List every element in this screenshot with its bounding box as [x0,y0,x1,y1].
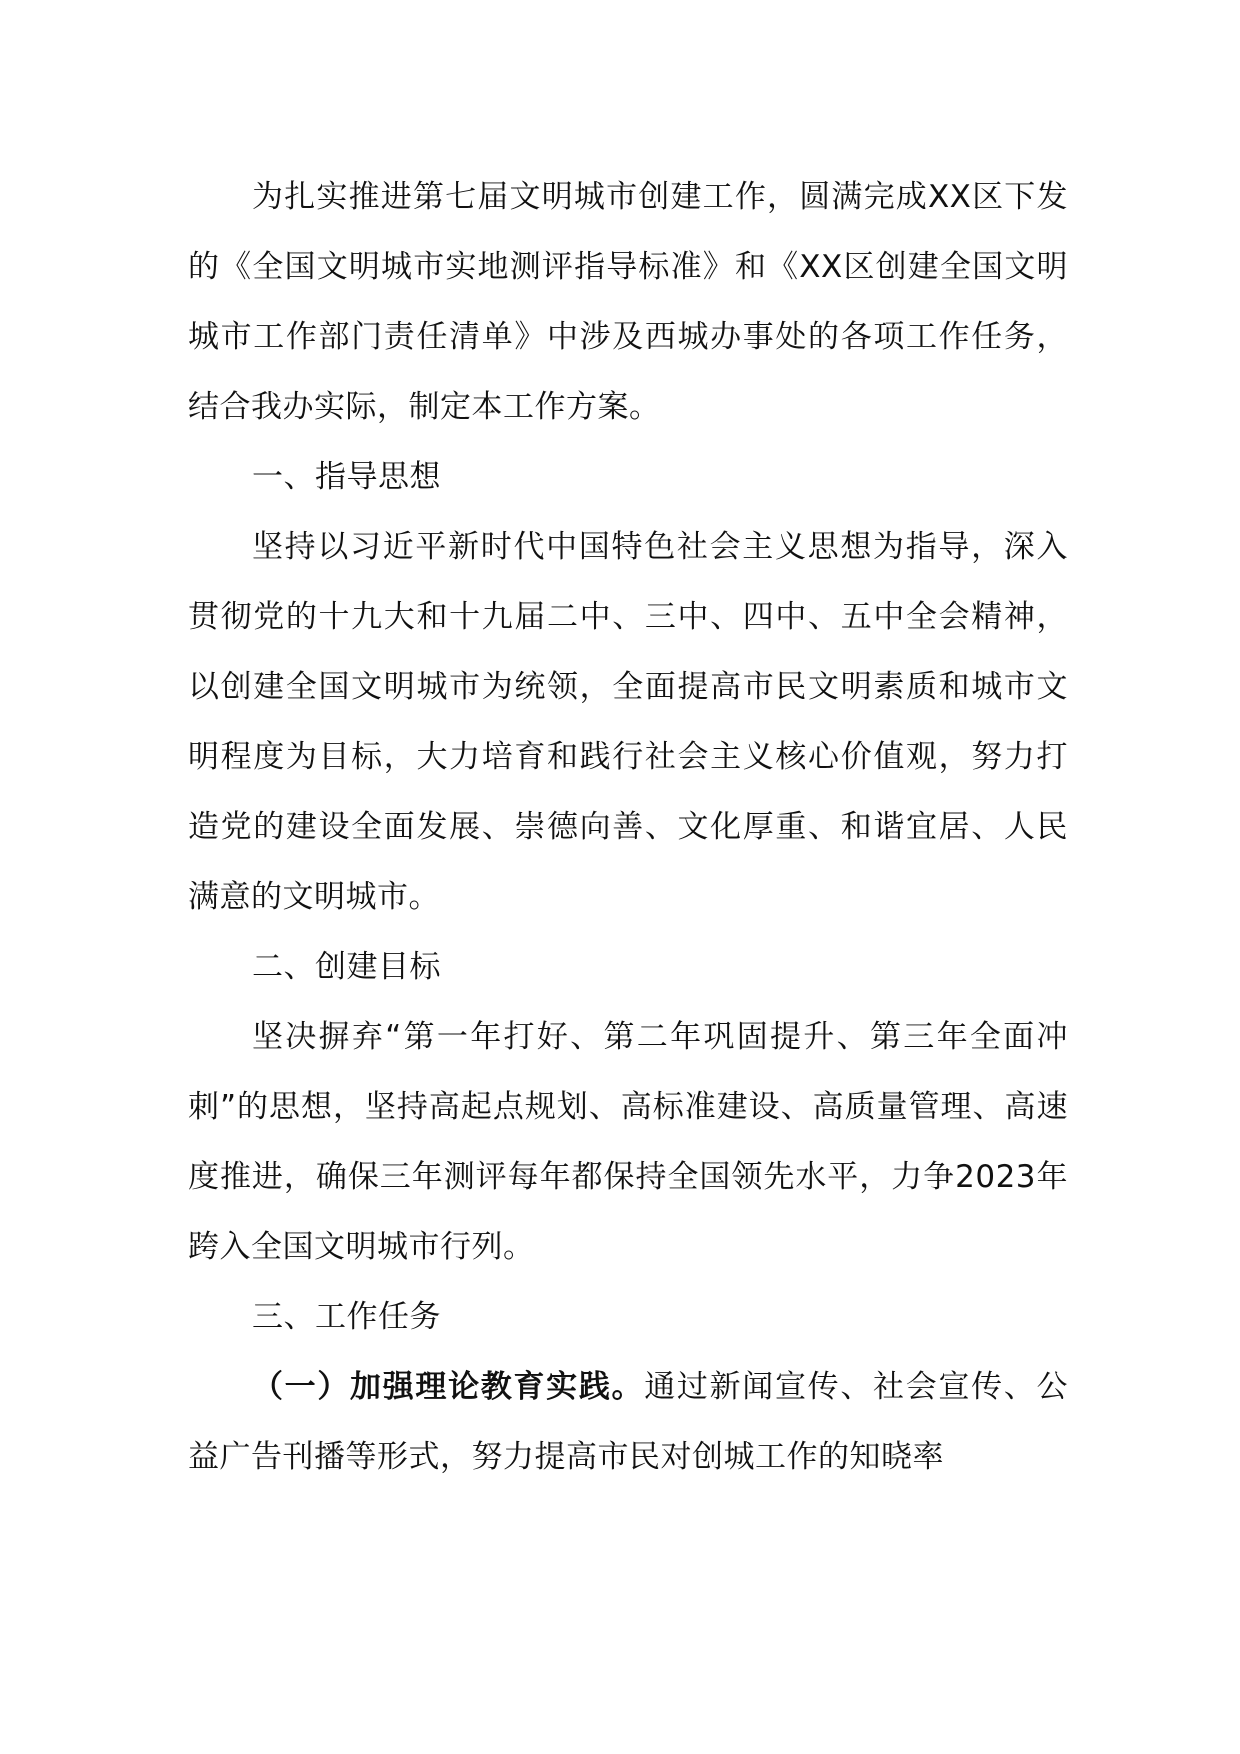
task-one-text: 通过新闻宣传、社会宣传、公益广告刊播等形式，努力提高市民对创城工作的知晓率 [188,1369,1068,1475]
goals-paragraph: 坚决摒弃“第一年打好、第二年巩固提升、第三年全面冲刺”的思想，坚持高起点规划、高标准建设、高质量管理、高速度推进，确保三年测评每年都保持全国领先水平，力争2023年跨入全国文明城市行列。 [188,1019,1068,1265]
section-heading-tasks: 三、工作任务 [252,1299,441,1335]
task-one-lead: （一）加强理论教育实践。 [252,1369,645,1405]
task-one-paragraph [188,1352,1068,1492]
guiding-thought-paragraph: 坚持以习近平新时代中国特色社会主义思想为指导，深入贯彻党的十九大和十九届二中、三中、四中、五中全会精神，以创建全国文明城市为统领，全面提高市民文明素质和城市文明程度为目标，大力培育和践行社会主义核心价值观，努力打造党的建设全面发展、崇德向善、文化厚重、和谐宜居、人民满意的文明城市。 [188,529,1068,915]
document-body [188,162,1068,1492]
intro-paragraph: 为扎实推进第七届文明城市创建工作，圆满完成XX区下发的《全国文明城市实地测评指导标准》和《XX区创建全国文明城市工作部门责任清单》中涉及西城办事处的各项工作任务，结合我办实际，制定本工作方案。 [188,179,1068,425]
section-heading-guiding-thought: 一、指导思想 [252,459,441,495]
section-heading-goals: 二、创建目标 [252,949,441,985]
